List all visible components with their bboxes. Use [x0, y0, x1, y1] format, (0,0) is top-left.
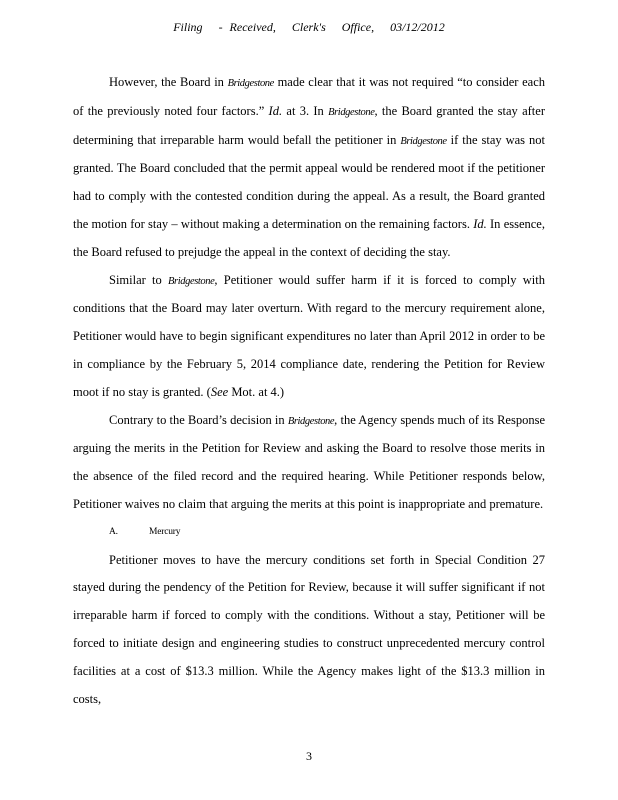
- text-run: if the stay was not granted. The Board concluded that the permit appeal would be rendered moot if the petitioner had to comply with the contested condition during the appeal. As a result, the Board granted the motion for stay – without making a determination on the remaining factors.: [73, 132, 545, 231]
- text-run: However, the Board in: [109, 75, 228, 89]
- page-number: 3: [306, 749, 312, 763]
- section-heading-mercury: [73, 519, 545, 547]
- id-citation: Id.: [473, 216, 487, 231]
- see-signal: See: [210, 384, 229, 399]
- paragraph-2: [73, 267, 545, 407]
- paragraph-4: Petitioner moves to have the mercury conditions set forth in Special Condition 27 stayed during the pendency of the Petition for Review, because it will suffer significant if not irreparable harm if forced to comply with the conditions. Without a stay, Petitioner will be forced to initiate design and engineering studies to construct unprecedented mercury control facilities at a cost of $13.3 million. While the Agency makes light of the $13.3 million in costs,: [73, 552, 545, 706]
- text-run: , Petitioner would suffer harm if it is forced to comply with conditions that the Board may later overturn. With regard to the mercury requirement alone, Petitioner would have to begin significant expenditures no later than April 2012 in order to be in compliance by the February 5, 2014 compliance date, rendering the Petition for Review moot if no stay is granted. (: [73, 272, 545, 399]
- paragraph-3: [73, 407, 545, 519]
- paragraph-1: [73, 69, 545, 267]
- header-filing: Filing: [173, 20, 203, 34]
- text-run: In essence, the Board refused to prejudge the appeal in the context of deciding the stay.: [73, 216, 545, 259]
- header-date: 03/12/2012: [390, 20, 445, 34]
- case-citation: Bridgestone: [287, 415, 335, 427]
- text-run: Mot. at 4.): [228, 384, 285, 399]
- case-citation: Bridgestone: [328, 106, 375, 118]
- header-office: Clerk's: [291, 20, 326, 34]
- case-citation: Bridgestone: [168, 275, 215, 287]
- case-citation: Bridgestone: [400, 135, 447, 147]
- case-citation: Bridgestone: [227, 78, 274, 89]
- id-citation: Id.: [268, 103, 283, 118]
- text-run: , the Board granted the stay after determining that irreparable harm would befall the petitioner in: [73, 103, 545, 147]
- text-run: , the Agency spends much of its Response arguing the merits in the Petition for Review and asking the Board to resolve those merits in the absence of the filed record and the required hearing. While Petitioner responds below, Petitioner waives no claim that arguing the merits at this point is inappropriate and premature.: [73, 412, 545, 511]
- text-run: at 3. In: [282, 103, 329, 118]
- section-title: Mercury: [149, 526, 181, 537]
- text-run: Contrary to the Board’s decision in: [109, 412, 288, 427]
- header-office2: Office,: [341, 20, 375, 34]
- section-letter: A.: [109, 526, 118, 537]
- text-run: Similar to: [109, 272, 169, 287]
- header-received: - Received,: [218, 20, 276, 34]
- text-run: made clear that it was not required “to consider each of the previously noted four factors.”: [73, 75, 546, 118]
- filing-header: [0, 20, 618, 35]
- document-body: [73, 69, 545, 713]
